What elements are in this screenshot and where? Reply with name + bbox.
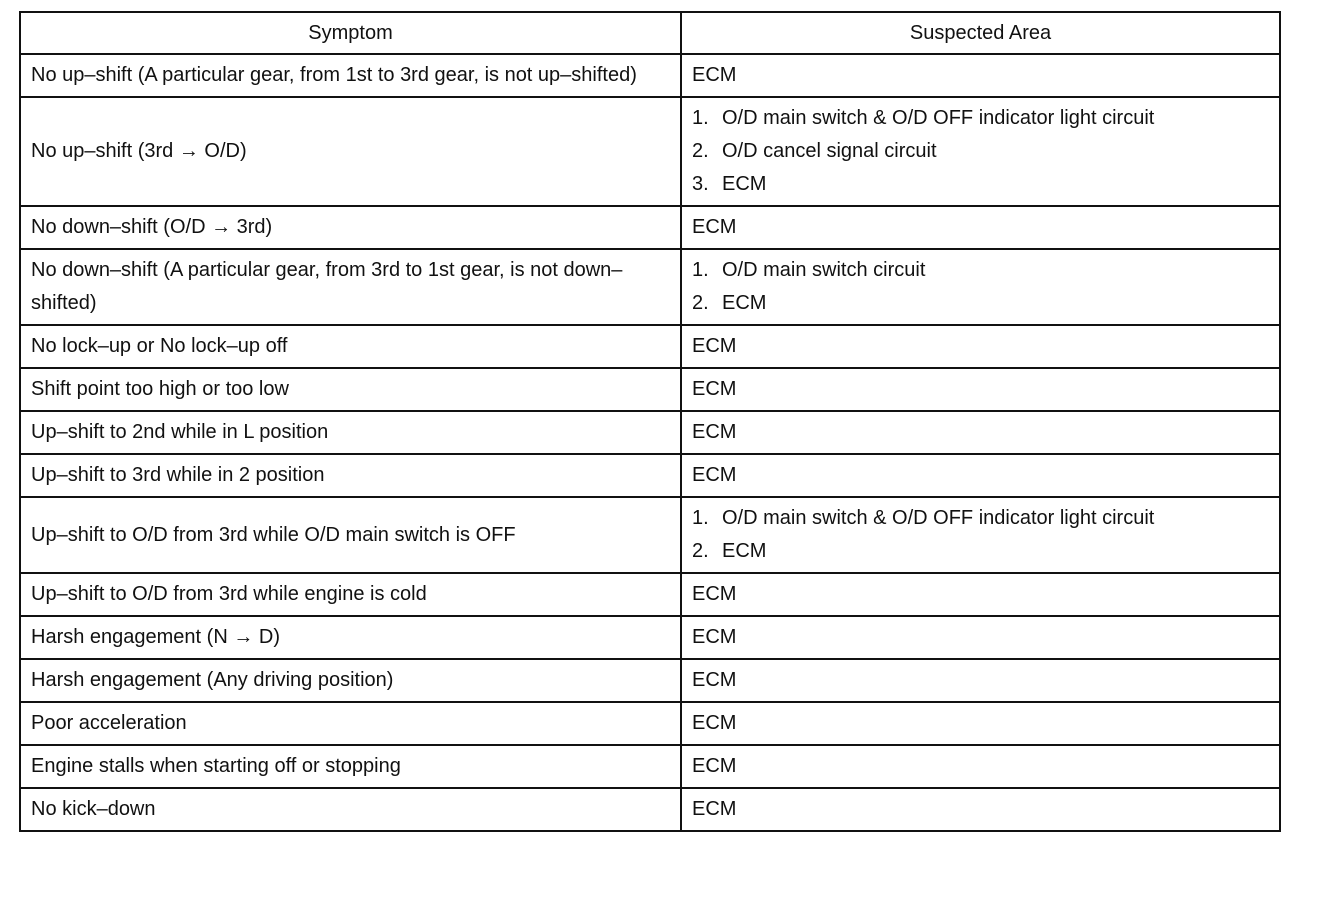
table-row [20, 573, 1280, 616]
symptom-cell: Up–shift to O/D from 3rd while O/D main switch is OFF [20, 497, 681, 573]
symptom-cell: No up–shift (3rd → O/D) [20, 97, 681, 206]
suspected-area-cell [681, 97, 1280, 206]
suspected-area-item [692, 168, 1269, 201]
suspected-area-cell: ECM [681, 54, 1280, 97]
symptom-cell: Up–shift to 3rd while in 2 position [20, 454, 681, 497]
suspected-area-list [692, 102, 1269, 201]
item-number: 2. [692, 140, 709, 162]
symptom-cell: Poor acceleration [20, 702, 681, 745]
table-body [20, 54, 1280, 831]
suspected-area-list [692, 502, 1269, 568]
item-number: 2. [692, 540, 709, 562]
item-text: O/D main switch & O/D OFF indicator light circuit [722, 507, 1155, 529]
item-text: ECM [722, 173, 767, 195]
table-row [20, 659, 1280, 702]
suspected-area-cell: ECM [681, 616, 1280, 659]
suspected-area-cell: ECM [681, 573, 1280, 616]
suspected-area-item [692, 502, 1269, 535]
suspected-area-cell: ECM [681, 659, 1280, 702]
suspected-area-cell: ECM [681, 788, 1280, 831]
item-number: 1. [692, 107, 709, 129]
table-row [20, 325, 1280, 368]
suspected-area-item [692, 535, 1269, 568]
table-row [20, 249, 1280, 325]
symptom-cell: No down–shift (A particular gear, from 3rd to 1st gear, is not down–shifted) [20, 249, 681, 325]
item-number: 2. [692, 292, 709, 314]
item-number: 3. [692, 173, 709, 195]
item-text: ECM [722, 292, 767, 314]
suspected-area-item [692, 135, 1269, 168]
symptom-cell: Engine stalls when starting off or stopping [20, 745, 681, 788]
header-symptom: Symptom [20, 12, 681, 54]
table-row [20, 411, 1280, 454]
symptom-cell: No lock–up or No lock–up off [20, 325, 681, 368]
symptom-cell: No up–shift (A particular gear, from 1st to 3rd gear, is not up–shifted) [20, 54, 681, 97]
suspected-area-cell: ECM [681, 368, 1280, 411]
table-row [20, 54, 1280, 97]
symptom-cell: Up–shift to O/D from 3rd while engine is cold [20, 573, 681, 616]
suspected-area-cell: ECM [681, 745, 1280, 788]
symptom-table [19, 11, 1281, 832]
suspected-area-cell: ECM [681, 206, 1280, 249]
header-row [20, 12, 1280, 54]
suspected-area-cell: ECM [681, 454, 1280, 497]
suspected-area-item [692, 287, 1269, 320]
suspected-area-cell: ECM [681, 411, 1280, 454]
table-row [20, 206, 1280, 249]
item-text: O/D main switch circuit [722, 259, 926, 281]
item-text: O/D main switch & O/D OFF indicator light circuit [722, 107, 1155, 129]
symptom-cell: No down–shift (O/D → 3rd) [20, 206, 681, 249]
item-number: 1. [692, 507, 709, 529]
suspected-area-list [692, 254, 1269, 320]
table-row [20, 97, 1280, 206]
table-row [20, 745, 1280, 788]
suspected-area-cell: ECM [681, 325, 1280, 368]
symptom-cell: Up–shift to 2nd while in L position [20, 411, 681, 454]
symptom-cell: No kick–down [20, 788, 681, 831]
table-row [20, 368, 1280, 411]
symptom-cell: Harsh engagement (N → D) [20, 616, 681, 659]
symptom-cell: Shift point too high or too low [20, 368, 681, 411]
item-text: O/D cancel signal circuit [722, 140, 937, 162]
table-row [20, 616, 1280, 659]
symptom-cell: Harsh engagement (Any driving position) [20, 659, 681, 702]
suspected-area-cell [681, 249, 1280, 325]
suspected-area-item [692, 254, 1269, 287]
table-row [20, 497, 1280, 573]
suspected-area-cell: ECM [681, 702, 1280, 745]
item-number: 1. [692, 259, 709, 281]
table-row [20, 454, 1280, 497]
suspected-area-cell [681, 497, 1280, 573]
table-row [20, 702, 1280, 745]
item-text: ECM [722, 540, 767, 562]
suspected-area-item [692, 102, 1269, 135]
table-row [20, 788, 1280, 831]
header-suspected-area: Suspected Area [681, 12, 1280, 54]
